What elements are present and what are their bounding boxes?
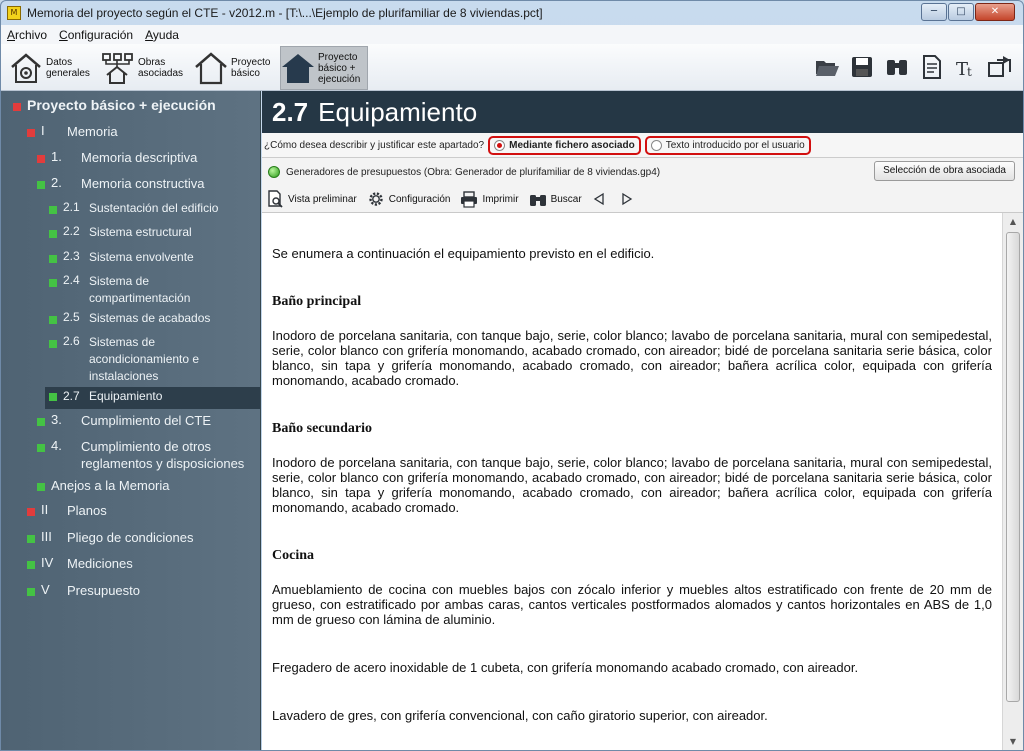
maximize-button[interactable]: □: [948, 3, 974, 21]
svg-text:T: T: [956, 59, 969, 80]
status-red-icon: [37, 155, 45, 163]
print-label: Imprimir: [482, 193, 519, 205]
toolbar-label-l2: básico: [231, 68, 260, 79]
house-outline-icon: [194, 51, 228, 85]
sidebar-item-label: Presupuesto: [67, 583, 140, 598]
save-icon[interactable]: [849, 54, 875, 80]
sidebar-item-num: 2.6: [63, 334, 80, 348]
status-ok-icon: [268, 166, 280, 178]
status-green-icon: [49, 230, 57, 238]
network-house-icon: [101, 51, 135, 85]
document-actions-bar: [262, 186, 1023, 213]
radio-unchecked-icon: [651, 140, 662, 151]
radio-label: Mediante fichero asociado: [509, 139, 635, 151]
document-viewer[interactable]: [262, 213, 1002, 750]
close-button[interactable]: ✕: [975, 3, 1015, 21]
previous-result-button[interactable]: [592, 192, 610, 206]
preview-button[interactable]: [266, 190, 357, 208]
status-green-icon: [27, 561, 35, 569]
sidebar-item-num: 3.: [51, 412, 62, 427]
sidebar-tree: [1, 91, 261, 751]
status-green-icon: [37, 181, 45, 189]
status-green-icon: [49, 279, 57, 287]
radio-fichero-asociado[interactable]: [488, 136, 641, 155]
sidebar-item-num: 2.: [51, 175, 62, 190]
sidebar-item-label: Sistema envolvente: [89, 250, 194, 264]
sidebar-item-num: III: [41, 529, 52, 544]
sidebar-item-sistema-estructural[interactable]: [49, 224, 259, 246]
toolbar-datos-generales[interactable]: [9, 46, 95, 90]
sidebar-item-label: Memoria descriptiva: [81, 150, 198, 165]
sidebar-item-sustentacion[interactable]: [49, 200, 259, 222]
section-paragraph: Fregadero de acero inoxidable de 1 cubeta, con grifería monomando acabado cromado, con aireador.: [272, 660, 859, 675]
title-bar[interactable]: [1, 1, 1023, 25]
scroll-thumb[interactable]: [1006, 232, 1020, 702]
document-intro: Se enumera a continuación el equipamiento previsto en el edificio.: [272, 246, 655, 261]
status-green-icon: [37, 444, 45, 452]
sidebar-item-label: Sistemas de acabados: [89, 311, 211, 325]
main-panel: [262, 91, 1023, 751]
section-heading: Cocina: [272, 548, 314, 563]
sidebar-item-num: II: [41, 502, 49, 517]
section-number: 2.7: [272, 97, 309, 127]
status-green-icon: [49, 206, 57, 214]
sidebar-item-label-l2: acondicionamiento e: [89, 352, 200, 366]
sidebar-item-num: 1.: [51, 149, 62, 164]
window-controls: [921, 3, 1015, 21]
vertical-scrollbar[interactable]: [1002, 213, 1023, 750]
sidebar-item-planos[interactable]: [27, 502, 259, 524]
toolbar-proyecto-basico-ejecucion[interactable]: [280, 46, 368, 90]
binoculars-icon[interactable]: [884, 54, 910, 80]
preview-label: Vista preliminar: [288, 193, 357, 205]
sidebar-item-label: Memoria constructiva: [81, 176, 205, 191]
sidebar-item-label: Sistema estructural: [89, 225, 192, 239]
svg-text:t: t: [967, 65, 972, 79]
section-paragraph: Inodoro de porcelana sanitaria, con tanque bajo, serie, color blanco; lavabo de porcelana sanitaria, mural con semipedestal, serie, color blanco con grifería monomando, acabado cromado, con aireador; bidé de porcelana sanitaria serie básica, color blanco, sin tapa y grifería monomando, acabado cromado, con aireador; bañera acrílica color, equipada con grifería monomando, acabado cromado.: [272, 328, 992, 388]
toolbar-label-l2: generales: [46, 68, 90, 79]
app-icon: M: [7, 6, 21, 20]
sidebar-item-pliego[interactable]: [27, 529, 259, 551]
generator-bar: [262, 158, 1023, 186]
generator-text: Generadores de presupuestos (Obra: Generador de plurifamiliar de 8 viviendas.gp4): [286, 166, 661, 178]
sidebar-item-equipamiento[interactable]: [45, 387, 260, 409]
sidebar-item-memoria-constructiva[interactable]: [37, 175, 259, 197]
sidebar-item-sistema-envolvente[interactable]: [49, 249, 259, 271]
sidebar-item-otros-reglamentos[interactable]: [37, 438, 259, 474]
sidebar-item-mediciones[interactable]: [27, 555, 259, 577]
export-icon[interactable]: [987, 54, 1013, 80]
section-heading: Baño principal: [272, 294, 362, 309]
toolbar-label-l1: Datos: [46, 57, 73, 68]
sidebar-item-label-l2: reglamentos y disposiciones: [81, 456, 245, 471]
toolbar-label-l2: asociadas: [138, 68, 184, 79]
binoculars-icon: [529, 190, 547, 208]
sidebar-item-num: 2.2: [63, 224, 80, 238]
triangle-left-icon: [592, 192, 606, 206]
sidebar-item-label: Cumplimiento del CTE: [81, 413, 212, 428]
toolbar-obras-asociadas[interactable]: [101, 46, 185, 90]
sidebar-item-cumplimiento-cte[interactable]: [37, 412, 259, 434]
sidebar-item-num: 2.3: [63, 249, 80, 263]
select-associated-project-button[interactable]: Selección de obra asociada: [874, 161, 1015, 181]
sidebar-item-label: Sustentación del edificio: [89, 201, 219, 215]
sidebar-item-instalaciones[interactable]: [49, 334, 259, 386]
house-filled-icon: [281, 51, 315, 85]
radio-texto-usuario[interactable]: [645, 136, 811, 155]
radio-checked-icon: [494, 140, 505, 151]
status-green-icon: [37, 483, 45, 491]
configuration-button[interactable]: [367, 190, 451, 208]
radio-label: Texto introducido por el usuario: [665, 139, 805, 151]
sidebar-item-num: 4.: [51, 438, 62, 453]
menu-ayuda[interactable]: Ayuda: [145, 27, 179, 42]
search-button[interactable]: [529, 190, 582, 208]
sidebar-item-acabados[interactable]: [49, 310, 259, 332]
print-button[interactable]: [460, 190, 518, 208]
status-green-icon: [49, 316, 57, 324]
sidebar-item-label: Planos: [67, 503, 107, 518]
section-header: [262, 91, 1023, 133]
status-green-icon: [27, 535, 35, 543]
sidebar-item-num: IV: [41, 555, 54, 570]
sidebar-item-num: 2.1: [63, 200, 80, 214]
sidebar-item-num: 2.7: [63, 389, 80, 403]
menu-archivo[interactable]: Archivo: [7, 27, 48, 42]
sidebar-item-label: Pliego de condiciones: [67, 530, 194, 545]
sidebar-item-label: Memoria: [67, 124, 118, 139]
status-red-icon: [27, 129, 35, 137]
sidebar-item-label: Anejos a la Memoria: [51, 478, 170, 493]
section-paragraph: Inodoro de porcelana sanitaria, con tanque bajo, serie, color blanco; lavabo de porcelana sanitaria, mural con semipedestal, serie, color blanco con grifería monomando, acabado cromado, con aireador; bidé de porcelana sanitaria serie básica, color blanco, sin tapa y grifería monomando, acabado cromado, con aireador; bañera acrílica color, equipada con grifería monomando, acabado cromado.: [272, 455, 992, 515]
toolbar-label-l1: Proyecto: [318, 51, 358, 63]
scroll-up-icon[interactable]: ▲: [1009, 217, 1017, 226]
open-folder-icon[interactable]: [814, 54, 840, 80]
section-heading: Baño secundario: [272, 421, 372, 436]
sidebar-item-label-l3: instalaciones: [89, 369, 159, 383]
status-green-icon: [27, 588, 35, 596]
sidebar-item-memoria[interactable]: [27, 123, 259, 145]
gear-house-icon: [9, 51, 43, 85]
toolbar-label-l3: ejecución: [318, 73, 361, 85]
next-result-button[interactable]: [620, 192, 638, 206]
toolbar-label-l1: Proyecto: [231, 57, 271, 68]
preview-icon: [266, 190, 284, 208]
toolbar: [1, 44, 1023, 91]
triangle-right-icon: [620, 192, 634, 206]
sidebar-item-label-l1: Cumplimiento de otros: [81, 439, 212, 454]
sidebar-item-memoria-descriptiva[interactable]: [37, 149, 259, 171]
section-title: Equipamiento: [318, 97, 478, 127]
sidebar-item-label-l2: compartimentación: [89, 291, 191, 305]
status-red-icon: [13, 103, 21, 111]
search-label: Buscar: [550, 193, 582, 205]
toolbar-label-l1: Obras: [138, 57, 166, 68]
description-mode-question: ¿Cómo desea describir y justificar este apartado?: [264, 139, 485, 151]
status-green-icon: [49, 393, 57, 401]
configuration-label: Configuración: [388, 193, 451, 205]
sidebar-item-num: I: [41, 123, 45, 138]
sidebar-item-label-l1: Sistema de: [89, 274, 150, 288]
toolbar-label-l2: básico +: [318, 62, 356, 74]
sidebar-item-compartimentacion[interactable]: [49, 273, 259, 309]
scroll-down-icon[interactable]: ▼: [1009, 737, 1017, 746]
sidebar-item-num: 2.5: [63, 310, 80, 324]
section-paragraph: Amueblamiento de cocina con muebles bajos con zócalo inferior y muebles altos estratificado con frente de 20 mm de grueso, con estratificado por ambas caras, cantos verticales postformados alomados y cantos horizontales en ABS de 1,0 mm de grueso con lámina de aluminio.: [272, 582, 992, 627]
menu-configuracion[interactable]: Configuración: [59, 27, 134, 42]
document-icon[interactable]: [919, 54, 945, 80]
menu-bar: [1, 25, 1023, 44]
sidebar-item-presupuesto[interactable]: [27, 582, 259, 604]
sidebar-root-label: Proyecto básico + ejecución: [27, 97, 216, 113]
sidebar-item-label: Mediciones: [67, 556, 133, 571]
minimize-button[interactable]: ─: [921, 3, 947, 21]
gear-icon: [367, 190, 385, 208]
sidebar-root[interactable]: [13, 97, 258, 119]
sidebar-item-anejos[interactable]: [37, 477, 259, 499]
sidebar-item-label: Equipamiento: [89, 389, 163, 403]
font-icon[interactable]: [954, 54, 980, 80]
toolbar-proyecto-basico[interactable]: [194, 46, 276, 90]
window-title: Memoria del proyecto según el CTE - v2012.m - [T:\...\Ejemplo de plurifamiliar de 8 viviendas.pct]: [27, 6, 543, 20]
description-mode-bar: [262, 133, 1023, 158]
status-green-icon: [49, 340, 57, 348]
sidebar-item-label-l1: Sistemas de: [89, 335, 156, 349]
section-paragraph: Lavadero de gres, con grifería convencional, con caño giratorio superior, con aireador.: [272, 708, 768, 723]
sidebar-item-num: 2.4: [63, 273, 80, 287]
status-green-icon: [37, 418, 45, 426]
sidebar-item-num: V: [41, 582, 50, 597]
status-red-icon: [27, 508, 35, 516]
printer-icon: [460, 190, 478, 208]
status-green-icon: [49, 255, 57, 263]
